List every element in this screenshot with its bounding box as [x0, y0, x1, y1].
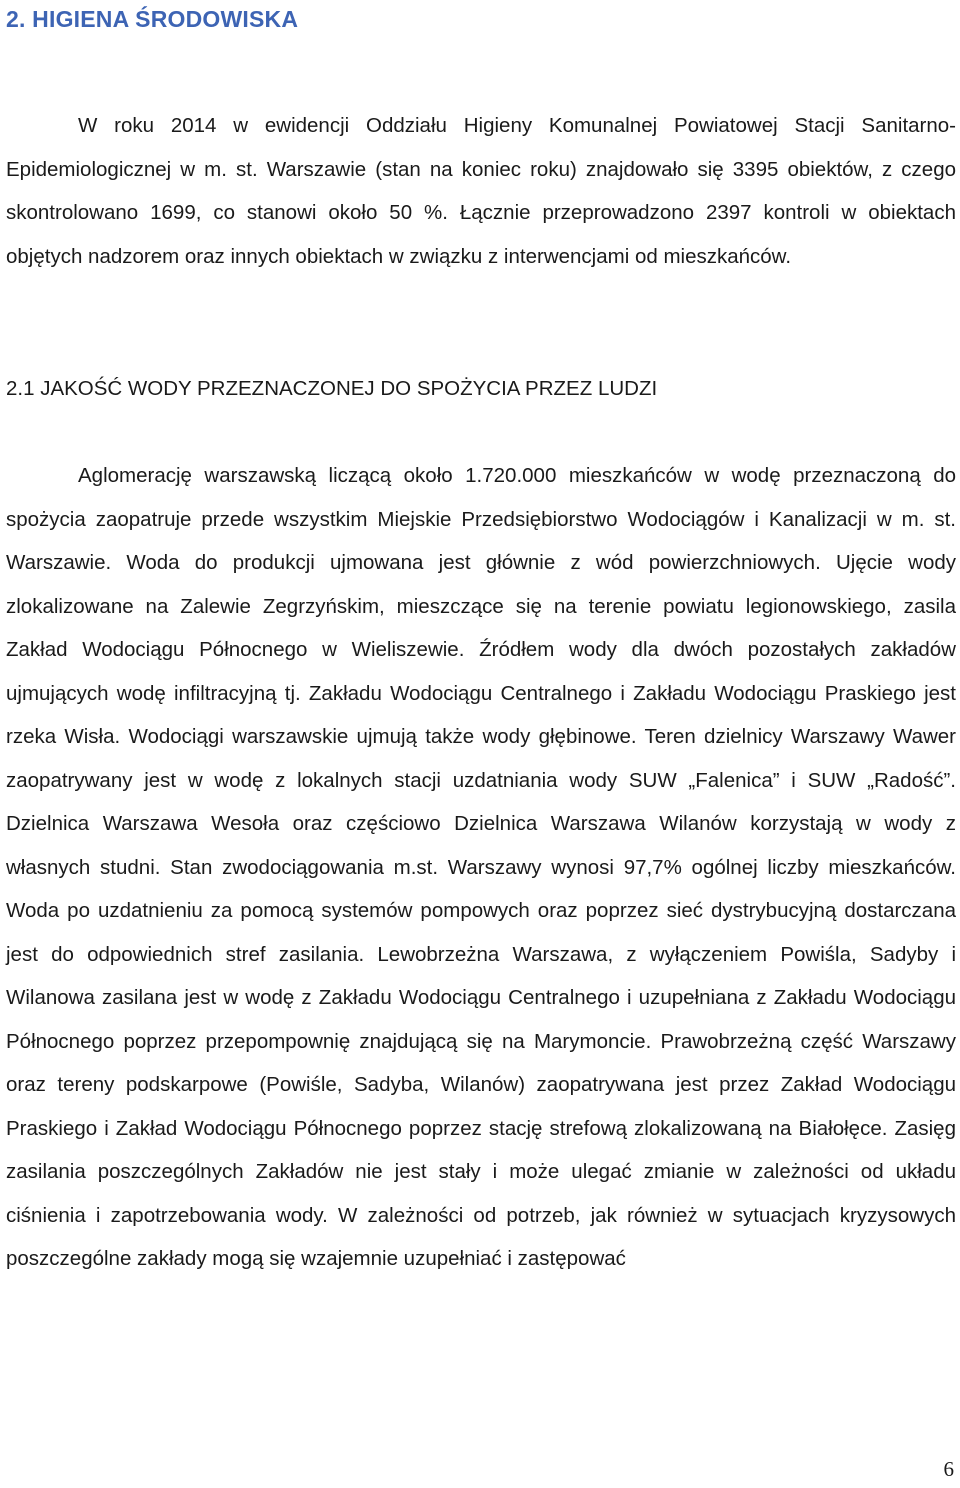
water-quality-paragraph: Aglomerację warszawską liczącą około 1.720.000 mieszkańców w wodę przeznaczoną do spożycia zaopatruje przede wszystkim Miejskie Przedsiębiorstwo Wodociągów i Kanalizacji w m. st. Warszawie. Woda do produkcji ujmowana jest głównie z wód powierzchniowych. Ujęcie wody zlokalizowane na Zalewie Zegrzyńskim, mieszczące się na terenie powiatu legionowskiego, zasila Zakład Wodociągu Północnego w Wieliszewie. Źródłem wody dla dwóch pozostałych zakładów ujmujących wodę infiltracyjną tj. Zakładu Wodociągu Centralnego i Zakładu Wodociągu Praskiego jest rzeka Wisła. Wodociągi warszawskie ujmują także wody głębinowe. Teren dzielnicy Warszawy Wawer zaopatrywany jest w wodę z lokalnych stacji uzdatniania wody SUW „Falenica” i SUW „Radość”. Dzielnica Warszawa Wesoła oraz częściowo Dzielnica Warszawa Wilanów korzystają w wody z własnych studni. Stan zwodociągowania m.st. Warszawy wynosi 97,7% ogólnej liczby mieszkańców. Woda po uzdatnieniu za pomocą systemów pompowych oraz poprzez sieć dystrybucyjną dostarczana jest do odpowiednich stref zasilania. Lewobrzeżna Warszawa, z wyłączeniem Powiśla, Sadyby i Wilanowa zasilana jest w wodę z Zakładu Wodociągu Centralnego i uzupełniana z Zakładu Wodociągu Północnego poprzez przepompownię znajdującą się na Marymoncie. Prawobrzeżną część Warszawy oraz tereny podskarpowe (Powiśle, Sadyba, Wilanów) zaopatrywana jest przez Zakład Wodociągu Praskiego i Zakład Wodociągu Północnego poprzez stację strefową zlokalizowaną na Białołęce. Zasięg zasilania poszczególnych Zakładów nie jest stały i może ulegać zmianie w zależności od układu ciśnienia i zapotrzebowania wody. W zależności od potrzeb, jak również w sytuacjach kryzysowych poszczególne zakłady mogą się wzajemnie uzupełniać i zastępować: [6, 464, 956, 1270]
section-heading: 2. HIGIENA ŚRODOWISKA: [6, 6, 299, 32]
intro-paragraph: W roku 2014 w ewidencji Oddziału Higieny Komunalnej Powiatowej Stacji Sanitarno-Epidemiologicznej w m. st. Warszawie (stan na koniec roku) znajdowało się 3395 obiektów, z czego skontrolowano 1699, co stanowi około 50 %. Łącznie przeprowadzono 2397 kontroli w obiektach objętych nadzorem oraz innych obiektach w związku z interwencjami od mieszkańców.: [6, 114, 956, 268]
page-number: 6: [943, 1457, 954, 1481]
subsection-heading: 2.1 JAKOŚĆ WODY PRZEZNACZONEJ DO SPOŻYCIA PRZEZ LUDZI: [6, 377, 658, 400]
